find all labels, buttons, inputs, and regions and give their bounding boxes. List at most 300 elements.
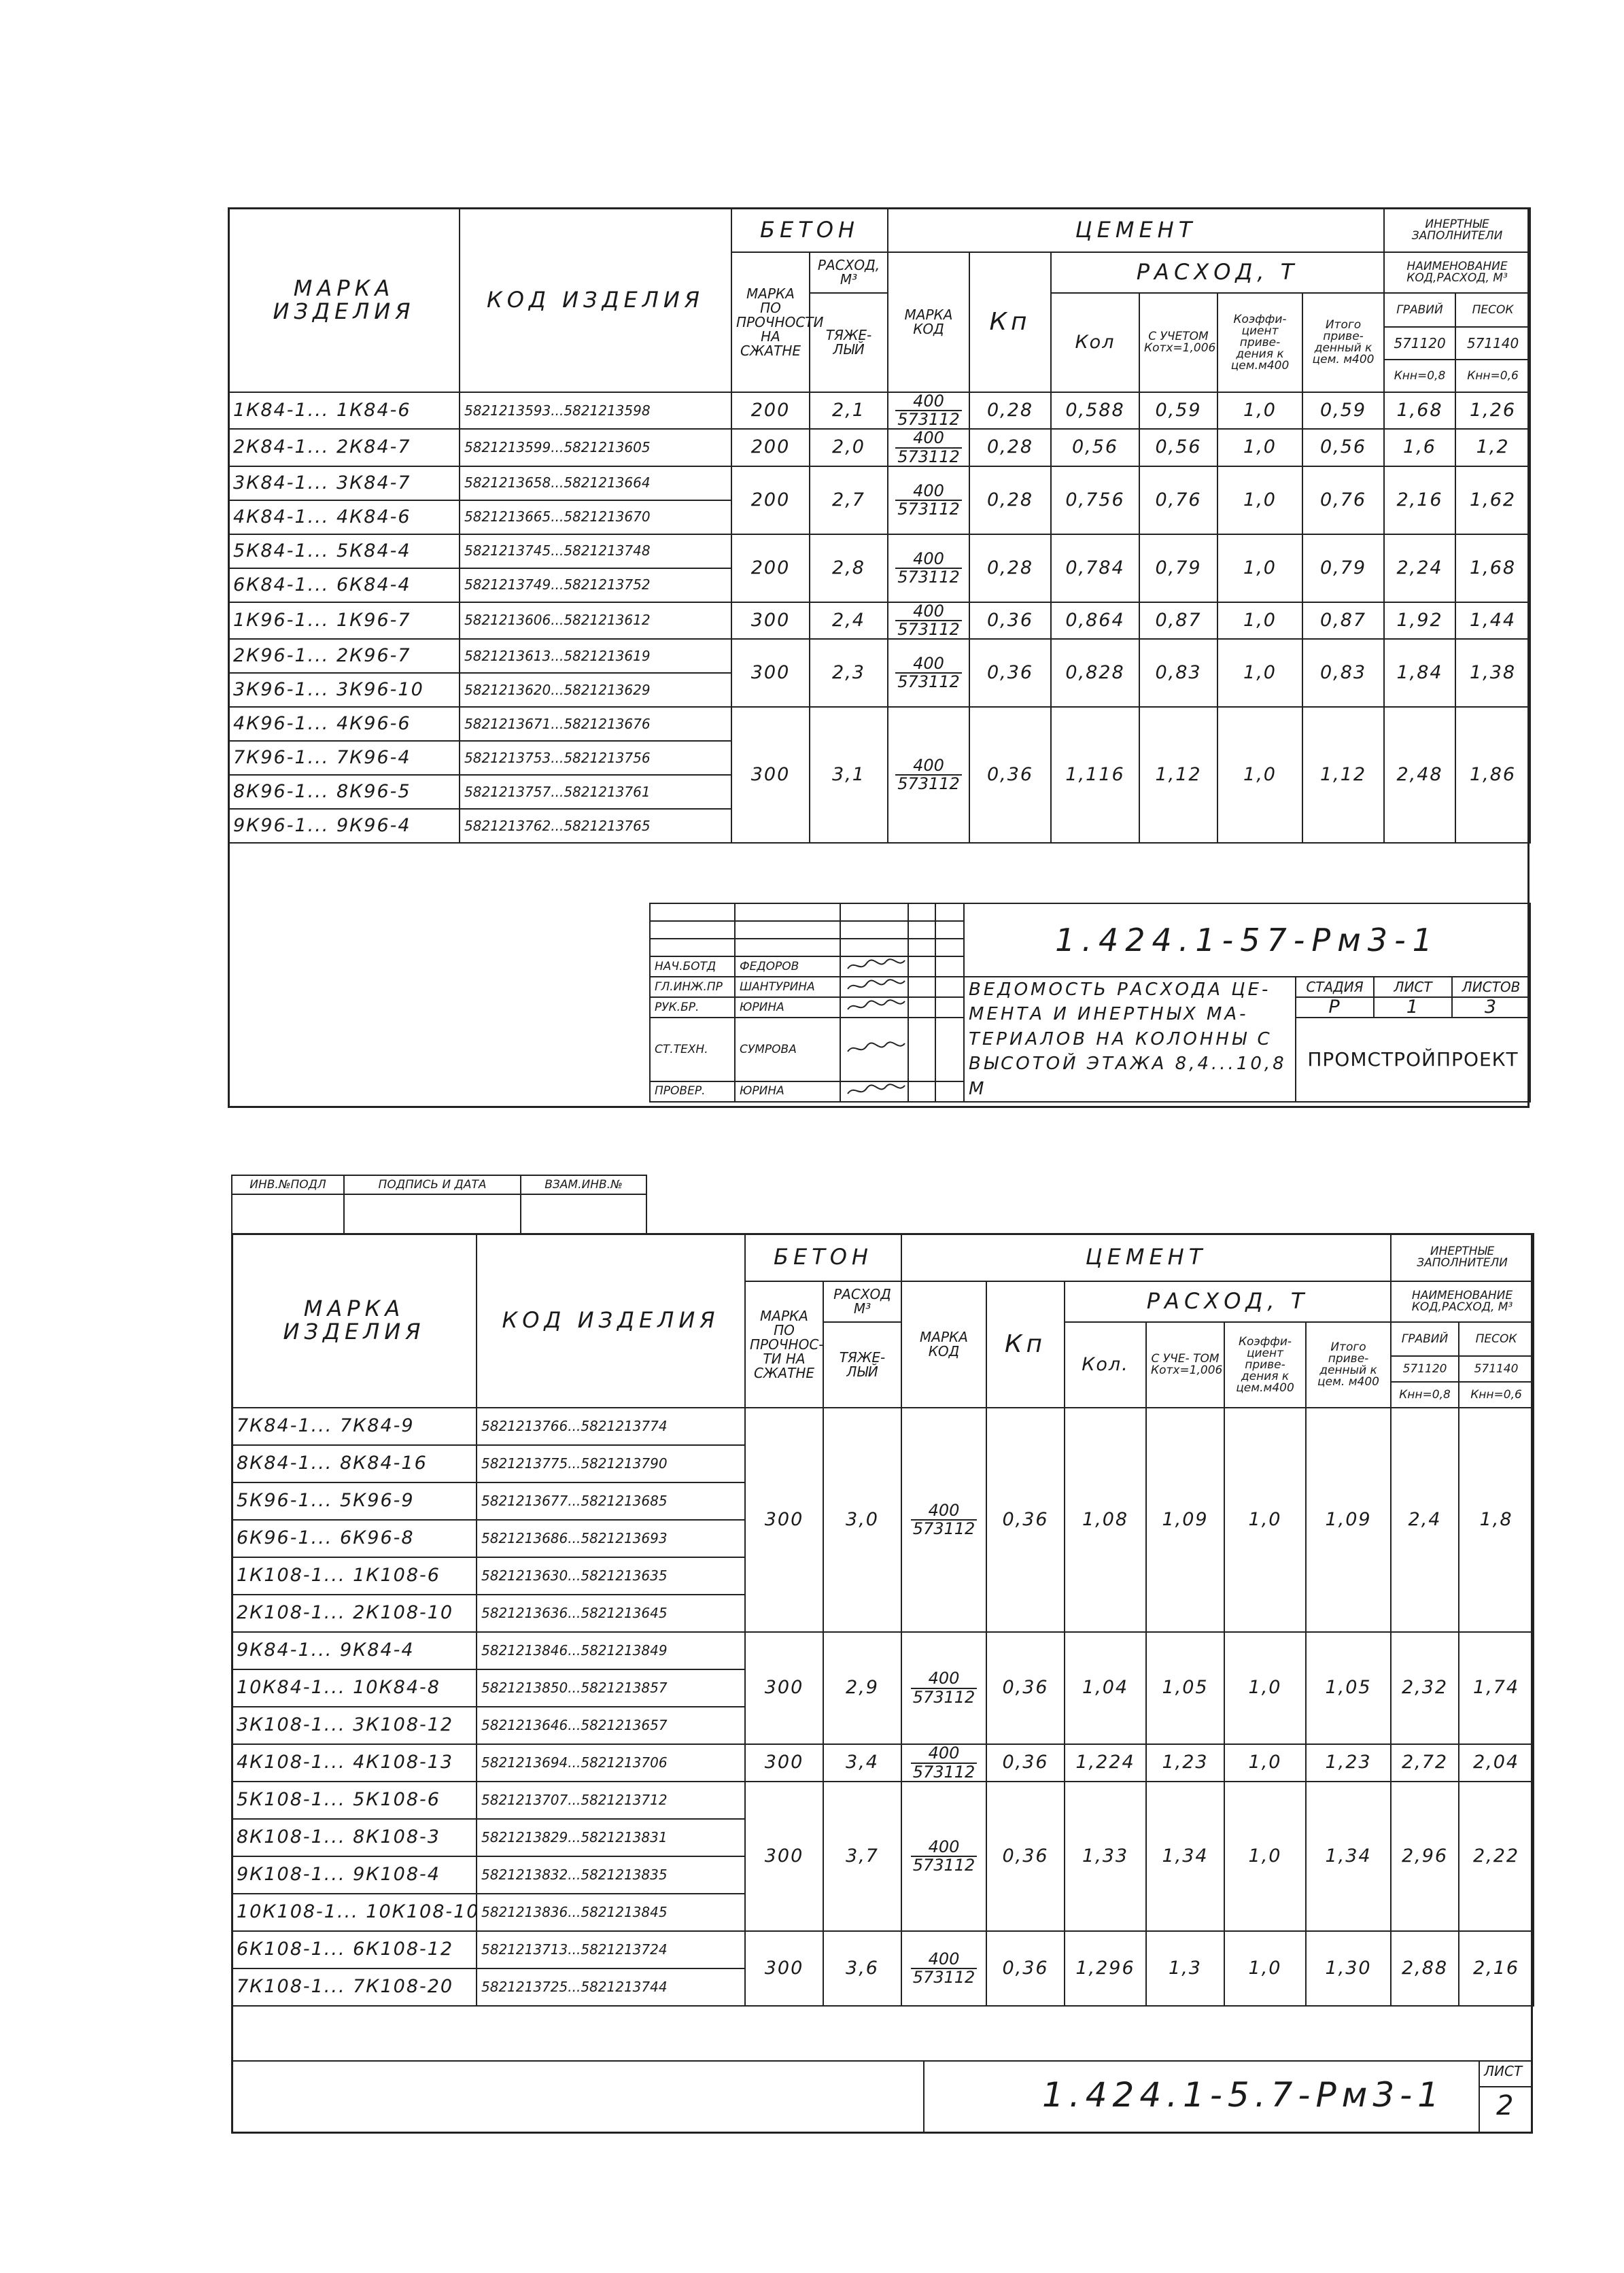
cement-mark: 400 <box>911 1839 978 1857</box>
graviy-coef: Кнн=0,8 <box>1384 360 1455 392</box>
table-row <box>232 1744 1534 1782</box>
kp-value: 0,28 <box>969 392 1051 429</box>
graviy-coef-2: Кнн=0,8 <box>1391 1382 1459 1408</box>
product-mark: 7К108-1... 7К108-20 <box>232 1968 477 2006</box>
cement-mark-code <box>901 1408 986 1632</box>
col-kp-2: Кп <box>986 1281 1065 1408</box>
product-mark: 2К108-1... 2К108-10 <box>232 1595 477 1632</box>
product-code: 5821213606...5821213612 <box>460 602 731 639</box>
sheet-2 <box>231 1233 1533 2134</box>
product-mark: 1К96-1... 1К96-7 <box>228 602 460 639</box>
col-graviy-2: ГРАВИЙ <box>1391 1322 1459 1356</box>
s-uchetom-value: 0,59 <box>1139 392 1217 429</box>
col-beton-2: БЕТОН <box>745 1234 901 1281</box>
cement-code: 573112 <box>897 447 960 466</box>
handwritten-signature-icon <box>845 958 908 973</box>
pesok-value: 1,26 <box>1455 392 1530 429</box>
col-koef-2: Коэффи- циент приве- дения к цем.м400 <box>1224 1322 1306 1408</box>
product-mark: 5К108-1... 5К108-6 <box>232 1782 477 1819</box>
itogo-value: 0,79 <box>1302 534 1384 602</box>
col-itogo: Итого приве- денный к цем. м400 <box>1302 293 1384 392</box>
concrete-volume: 2,1 <box>810 392 888 429</box>
signer-role: ГЛ.ИНЖ.ПР <box>650 977 735 997</box>
signer-role: ПРОВЕР. <box>650 1081 735 1102</box>
cement-fraction <box>895 430 962 465</box>
kp-value: 0,36 <box>969 602 1051 639</box>
s-uchetom-value: 0,79 <box>1139 534 1217 602</box>
col-marka-po-prochnosti-2: МАРКА ПО ПРОЧНОС- ТИ НА СЖАТНЕ <box>745 1281 823 1408</box>
pesok-value: 1,8 <box>1459 1408 1534 1632</box>
kol-value: 0,784 <box>1051 534 1139 602</box>
kp-value: 0,36 <box>969 639 1051 707</box>
col-rashod-t: РАСХОД, Т <box>1051 252 1384 293</box>
graviy-value: 2,88 <box>1391 1931 1459 2006</box>
cement-mark-code <box>888 707 969 843</box>
col-beton: БЕТОН <box>731 208 888 252</box>
table-row <box>232 1632 1534 1669</box>
signature <box>840 1018 908 1081</box>
pesok-coef-2: Кнн=0,6 <box>1459 1382 1534 1408</box>
product-mark: 8К96-1... 8К96-5 <box>228 775 460 809</box>
itogo-value: 0,87 <box>1302 602 1384 639</box>
cement-fraction <box>911 1839 978 1874</box>
col-kod-izdeliya: КОД ИЗДЕЛИЯ <box>460 208 731 392</box>
product-mark: 6К96-1... 6К96-8 <box>232 1520 477 1557</box>
sheet-1-header <box>228 208 1530 392</box>
cement-mark: 400 <box>895 430 962 448</box>
concrete-volume: 3,7 <box>823 1782 901 1931</box>
concrete-strength: 300 <box>731 602 810 639</box>
s-uchetom-value: 1,12 <box>1139 707 1217 843</box>
cement-mark-code <box>888 639 969 707</box>
graviy-value: 1,6 <box>1384 429 1455 466</box>
col-rashod-t-2: РАСХОД, Т <box>1065 1281 1391 1322</box>
cement-fraction <box>911 1951 978 1986</box>
product-code: 5821213677...5821213685 <box>477 1482 745 1520</box>
s-uchetom-value: 0,56 <box>1139 429 1217 466</box>
product-mark: 9К108-1... 9К108-4 <box>232 1856 477 1894</box>
cement-mark: 400 <box>911 1951 978 1969</box>
graviy-value: 2,96 <box>1391 1782 1459 1931</box>
cement-mark-code <box>901 1744 986 1782</box>
itogo-value: 1,09 <box>1306 1408 1391 1632</box>
product-code: 5821213686...5821213693 <box>477 1520 745 1557</box>
col-koef: Коэффи- циент приве- дения к цем.м400 <box>1217 293 1302 392</box>
concrete-strength: 300 <box>745 1632 823 1744</box>
sheet-1-body <box>228 392 1530 843</box>
product-mark: 3К108-1... 3К108-12 <box>232 1707 477 1744</box>
cement-mark: 400 <box>911 1670 978 1688</box>
graviy-value: 2,32 <box>1391 1632 1459 1744</box>
handwritten-signature-icon <box>845 978 908 993</box>
concrete-volume: 2,7 <box>810 466 888 534</box>
koef-value: 1,0 <box>1217 534 1302 602</box>
product-mark: 9К84-1... 9К84-4 <box>232 1632 477 1669</box>
listov-label: ЛИСТОВ <box>1452 977 1530 997</box>
date-cell <box>908 1081 935 1102</box>
cement-mark-code <box>901 1931 986 2006</box>
graviy-value: 1,84 <box>1384 639 1455 707</box>
concrete-volume: 3,4 <box>823 1744 901 1782</box>
cement-mark-code <box>888 466 969 534</box>
s-uchetom-value: 1,05 <box>1146 1632 1224 1744</box>
graviy-code-2: 571120 <box>1391 1356 1459 1382</box>
table-row <box>232 1782 1534 1819</box>
cement-fraction <box>895 393 962 428</box>
product-mark: 10К84-1... 10К84-8 <box>232 1669 477 1707</box>
concrete-strength: 200 <box>731 466 810 534</box>
pesok-code-2: 571140 <box>1459 1356 1534 1382</box>
product-code: 5821213836...5821213845 <box>477 1894 745 1931</box>
sheet-1 <box>228 207 1530 1108</box>
cement-code: 573112 <box>912 1687 975 1707</box>
blank-cell <box>935 956 964 977</box>
concrete-strength: 200 <box>731 429 810 466</box>
sheet-1-title-block <box>230 903 1527 1108</box>
graviy-value: 1,92 <box>1384 602 1455 639</box>
signer-name: ШАНТУРИНА <box>735 977 840 997</box>
cement-fraction <box>911 1745 978 1780</box>
table-row <box>228 534 1530 568</box>
col-marka-izdeliya: МАРКА ИЗДЕЛИЯ <box>228 208 460 392</box>
product-mark: 1К108-1... 1К108-6 <box>232 1557 477 1595</box>
col-cement: ЦЕМЕНТ <box>888 208 1384 252</box>
stamp-podpis-data: ПОДПИСЬ И ДАТА <box>344 1175 521 1194</box>
cement-mark: 400 <box>895 393 962 411</box>
kp-value: 0,28 <box>969 466 1051 534</box>
concrete-strength: 300 <box>745 1931 823 2006</box>
product-mark: 8К84-1... 8К84-16 <box>232 1445 477 1482</box>
signer-role: СТ.ТЕХН. <box>650 1018 735 1081</box>
concrete-volume: 2,8 <box>810 534 888 602</box>
s-uchetom-value: 0,76 <box>1139 466 1217 534</box>
col-kod-izdeliya-2: КОД ИЗДЕЛИЯ <box>477 1234 745 1408</box>
kp-value: 0,36 <box>986 1632 1065 1744</box>
date-cell <box>908 956 935 977</box>
product-mark: 6К108-1... 6К108-12 <box>232 1931 477 1968</box>
product-mark: 8К108-1... 8К108-3 <box>232 1819 477 1856</box>
title-description: ВЕДОМОСТЬ РАСХОДА ЦЕ- МЕНТА И ИНЕРТНЫХ МА- ТЕРИАЛОВ НА КОЛОННЫ С ВЫСОТОЙ ЭТАЖА 8,4...10,8 М <box>964 977 1296 1102</box>
product-mark: 1К84-1... 1К84-6 <box>228 392 460 429</box>
kol-value: 1,224 <box>1065 1744 1146 1782</box>
concrete-strength: 200 <box>731 392 810 429</box>
graviy-value: 2,72 <box>1391 1744 1459 1782</box>
product-code: 5821213745...5821213748 <box>460 534 731 568</box>
s-uchetom-value: 1,09 <box>1146 1408 1224 1632</box>
cement-code: 573112 <box>897 672 960 692</box>
signer-name: ФЕДОРОВ <box>735 956 840 977</box>
cement-mark: 400 <box>895 551 962 569</box>
col-pesok: ПЕСОК <box>1455 293 1530 327</box>
col-s-uchetom-2: С УЧЕ- ТОМ Котх=1,006 <box>1146 1322 1224 1408</box>
product-code: 5821213766...5821213774 <box>477 1408 745 1445</box>
pesok-value: 1,44 <box>1455 602 1530 639</box>
doc-code: 1.424.1-57-Рм3-1 <box>964 903 1530 977</box>
table-row <box>232 1931 1534 1968</box>
cement-code: 573112 <box>912 1762 975 1782</box>
col-pesok-2: ПЕСОК <box>1459 1322 1534 1356</box>
koef-value: 1,0 <box>1217 466 1302 534</box>
graviy-value: 1,68 <box>1384 392 1455 429</box>
cement-mark-code <box>888 392 969 429</box>
cement-fraction <box>895 757 962 793</box>
col-kp: Кп <box>969 252 1051 392</box>
table-row <box>228 429 1530 466</box>
graviy-value: 2,4 <box>1391 1408 1459 1632</box>
blank-cell <box>935 977 964 997</box>
cement-mark-code <box>888 429 969 466</box>
concrete-volume: 2,9 <box>823 1632 901 1744</box>
product-code: 5821213725...5821213744 <box>477 1968 745 2006</box>
product-code: 5821213671...5821213676 <box>460 707 731 741</box>
kp-value: 0,28 <box>969 534 1051 602</box>
signer-role: РУК.БР. <box>650 997 735 1018</box>
koef-value: 1,0 <box>1217 639 1302 707</box>
blank-cell <box>935 1081 964 1102</box>
pesok-value: 2,04 <box>1459 1744 1534 1782</box>
product-mark: 2К84-1... 2К84-7 <box>228 429 460 466</box>
concrete-volume: 3,0 <box>823 1408 901 1632</box>
kol-value: 1,296 <box>1065 1931 1146 2006</box>
product-mark: 3К96-1... 3К96-10 <box>228 673 460 707</box>
kp-value: 0,28 <box>969 429 1051 466</box>
blank-cell <box>935 997 964 1018</box>
col-kol-2: Кол. <box>1065 1322 1146 1408</box>
col-tyazhelyi: ТЯЖЕ- ЛЫЙ <box>810 293 888 392</box>
itogo-value: 0,83 <box>1302 639 1384 707</box>
signature <box>840 997 908 1018</box>
cement-fraction <box>911 1670 978 1705</box>
table-row <box>228 707 1530 741</box>
doc-code-2: 1.424.1-5.7-Рм3-1 <box>1042 2075 1445 2115</box>
product-code: 5821213753...5821213756 <box>460 741 731 775</box>
kp-value: 0,36 <box>986 1782 1065 1931</box>
listov-value: 3 <box>1452 997 1530 1018</box>
cement-mark: 400 <box>895 757 962 776</box>
col-naimenovanie-2: НАИМЕНОВАНИЕ КОД,РАСХОД, М³ <box>1391 1281 1534 1322</box>
koef-value: 1,0 <box>1217 707 1302 843</box>
stamp-inv-podl: ИНВ.№ПОДЛ <box>232 1175 344 1194</box>
concrete-volume: 2,4 <box>810 602 888 639</box>
s-uchetom-value: 0,87 <box>1139 602 1217 639</box>
col-rashod-m3: РАСХОД, М³ <box>810 252 888 293</box>
cement-fraction <box>911 1502 978 1538</box>
product-code: 5821213613...5821213619 <box>460 639 731 673</box>
koef-value: 1,0 <box>1224 1408 1306 1632</box>
product-mark: 5К96-1... 5К96-9 <box>232 1482 477 1520</box>
pesok-value: 2,16 <box>1459 1931 1534 2006</box>
cement-mark: 400 <box>895 655 962 674</box>
stadia-value: Р <box>1296 997 1374 1018</box>
s-uchetom-value: 1,34 <box>1146 1782 1224 1931</box>
date-cell <box>908 977 935 997</box>
product-mark: 3К84-1... 3К84-7 <box>228 466 460 500</box>
list-value: 1 <box>1374 997 1452 1018</box>
s-uchetom-value: 0,83 <box>1139 639 1217 707</box>
kol-value: 0,864 <box>1051 602 1139 639</box>
itogo-value: 1,23 <box>1306 1744 1391 1782</box>
product-code: 5821213832...5821213835 <box>477 1856 745 1894</box>
concrete-strength: 200 <box>731 534 810 602</box>
cement-code: 573112 <box>897 499 960 519</box>
stamp-table <box>231 1175 647 1234</box>
organization: ПРОМСТРОЙПРОЕКТ <box>1296 1018 1530 1102</box>
table-row <box>228 639 1530 673</box>
sheet-1-table <box>228 207 1531 844</box>
product-code: 5821213713...5821213724 <box>477 1931 745 1968</box>
signer-name: ЮРИНА <box>735 997 840 1018</box>
product-mark: 9К96-1... 9К96-4 <box>228 809 460 843</box>
product-mark: 4К108-1... 4К108-13 <box>232 1744 477 1782</box>
product-mark: 10К108-1... 10К108-10 <box>232 1894 477 1931</box>
list-value-2: 2 <box>1496 2090 1514 2121</box>
concrete-strength: 300 <box>731 707 810 843</box>
cement-code: 573112 <box>897 567 960 587</box>
cement-mark: 400 <box>911 1502 978 1521</box>
stamp-vzam-inv: ВЗАМ.ИНВ.№ <box>521 1175 646 1194</box>
cement-code: 573112 <box>897 619 960 639</box>
signer-name: СУМРОВА <box>735 1018 840 1081</box>
handwritten-signature-icon <box>845 1041 908 1056</box>
product-code: 5821213593...5821213598 <box>460 392 731 429</box>
pesok-value: 1,74 <box>1459 1632 1534 1744</box>
list-label: ЛИСТ <box>1374 977 1452 997</box>
itogo-value: 0,76 <box>1302 466 1384 534</box>
col-inertnye: ИНЕРТНЫЕ ЗАПОЛНИТЕЛИ <box>1384 208 1530 252</box>
product-mark: 4К84-1... 4К84-6 <box>228 500 460 534</box>
kp-value: 0,36 <box>969 707 1051 843</box>
koef-value: 1,0 <box>1224 1744 1306 1782</box>
kp-value: 0,36 <box>986 1744 1065 1782</box>
kol-value: 1,33 <box>1065 1782 1146 1931</box>
col-marka-po-prochnosti: МАРКА ПО ПРОЧНОСТИ НА СЖАТНЕ <box>731 252 810 392</box>
koef-value: 1,0 <box>1224 1782 1306 1931</box>
product-code: 5821213846...5821213849 <box>477 1632 745 1669</box>
s-uchetom-value: 1,23 <box>1146 1744 1224 1782</box>
itogo-value: 1,34 <box>1306 1782 1391 1931</box>
col-marka-izdeliya-2: МАРКА ИЗДЕЛИЯ <box>232 1234 477 1408</box>
signer-role: НАЧ.БОТД <box>650 956 735 977</box>
table-row <box>228 466 1530 500</box>
product-mark: 6К84-1... 6К84-4 <box>228 568 460 602</box>
product-code: 5821213658...5821213664 <box>460 466 731 500</box>
pesok-value: 1,2 <box>1455 429 1530 466</box>
concrete-volume: 2,3 <box>810 639 888 707</box>
cement-fraction <box>895 655 962 691</box>
product-mark: 4К96-1... 4К96-6 <box>228 707 460 741</box>
product-mark: 2К96-1... 2К96-7 <box>228 639 460 673</box>
sheet-2-stamp <box>231 1175 647 1234</box>
cement-code: 573112 <box>912 1519 975 1538</box>
graviy-value: 2,24 <box>1384 534 1455 602</box>
kol-value: 0,56 <box>1051 429 1139 466</box>
cement-mark-code <box>901 1782 986 1931</box>
product-mark: 7К84-1... 7К84-9 <box>232 1408 477 1445</box>
s-uchetom-value: 1,3 <box>1146 1931 1224 2006</box>
product-code: 5821213620...5821213629 <box>460 673 731 707</box>
handwritten-signature-icon <box>845 999 908 1013</box>
date-cell <box>908 1018 935 1081</box>
kp-value: 0,36 <box>986 1931 1065 2006</box>
product-code: 5821213665...5821213670 <box>460 500 731 534</box>
col-inertnye-2: ИНЕРТНЫЕ ЗАПОЛНИТЕЛИ <box>1391 1234 1534 1281</box>
list-label-2: ЛИСТ <box>1484 2063 1523 2079</box>
product-code: 5821213749...5821213752 <box>460 568 731 602</box>
koef-value: 1,0 <box>1224 1632 1306 1744</box>
col-s-uchetom: С УЧЕТОМ Котх=1,006 <box>1139 293 1217 392</box>
cement-mark-code <box>888 534 969 602</box>
col-marka-kod-2: МАРКА КОД <box>901 1281 986 1408</box>
product-code: 5821213850...5821213857 <box>477 1669 745 1707</box>
koef-value: 1,0 <box>1217 602 1302 639</box>
sheet-2-header <box>232 1234 1534 1408</box>
pesok-coef: Кнн=0,6 <box>1455 360 1530 392</box>
kol-value: 1,08 <box>1065 1408 1146 1632</box>
pesok-value: 1,86 <box>1455 707 1530 843</box>
itogo-value: 1,12 <box>1302 707 1384 843</box>
kol-value: 1,04 <box>1065 1632 1146 1744</box>
cement-code: 573112 <box>912 1856 975 1875</box>
col-marka-kod: МАРКА КОД <box>888 252 969 392</box>
graviy-value: 2,16 <box>1384 466 1455 534</box>
itogo-value: 0,56 <box>1302 429 1384 466</box>
pesok-value: 1,68 <box>1455 534 1530 602</box>
koef-value: 1,0 <box>1224 1931 1306 2006</box>
cement-fraction <box>895 483 962 518</box>
col-naimenovanie: НАИМЕНОВАНИЕ КОД,РАСХОД, М³ <box>1384 252 1530 293</box>
pesok-value: 1,38 <box>1455 639 1530 707</box>
itogo-value: 0,59 <box>1302 392 1384 429</box>
signature <box>840 956 908 977</box>
graviy-value: 2,48 <box>1384 707 1455 843</box>
cement-code: 573112 <box>912 1968 975 1987</box>
table-row <box>228 602 1530 639</box>
product-code: 5821213636...5821213645 <box>477 1595 745 1632</box>
handwritten-signature-icon <box>845 1083 908 1098</box>
signer-name: ЮРИНА <box>735 1081 840 1102</box>
concrete-strength: 300 <box>731 639 810 707</box>
concrete-strength: 300 <box>745 1782 823 1931</box>
cement-fraction <box>895 551 962 586</box>
date-cell <box>908 997 935 1018</box>
sheet-2-body <box>232 1408 1534 2006</box>
itogo-value: 1,05 <box>1306 1632 1391 1744</box>
col-graviy: ГРАВИЙ <box>1384 293 1455 327</box>
kol-value: 1,116 <box>1051 707 1139 843</box>
concrete-volume: 2,0 <box>810 429 888 466</box>
kol-value: 0,756 <box>1051 466 1139 534</box>
stadia-label: СТАДИЯ <box>1296 977 1374 997</box>
koef-value: 1,0 <box>1217 392 1302 429</box>
pesok-code: 571140 <box>1455 327 1530 360</box>
cement-mark-code <box>888 602 969 639</box>
product-mark: 5К84-1... 5К84-4 <box>228 534 460 568</box>
blank-cell <box>935 1018 964 1081</box>
concrete-strength: 300 <box>745 1408 823 1632</box>
sheet-2-table <box>231 1233 1534 2007</box>
kp-value: 0,36 <box>986 1408 1065 1632</box>
table-row <box>232 1408 1534 1445</box>
cement-mark: 400 <box>895 483 962 501</box>
koef-value: 1,0 <box>1217 429 1302 466</box>
signature <box>840 977 908 997</box>
cement-mark-code <box>901 1632 986 1744</box>
col-itogo-2: Итого приве- денный к цем. м400 <box>1306 1322 1391 1408</box>
kol-value: 0,588 <box>1051 392 1139 429</box>
signature <box>840 1081 908 1102</box>
product-code: 5821213630...5821213635 <box>477 1557 745 1595</box>
pesok-value: 2,22 <box>1459 1782 1534 1931</box>
